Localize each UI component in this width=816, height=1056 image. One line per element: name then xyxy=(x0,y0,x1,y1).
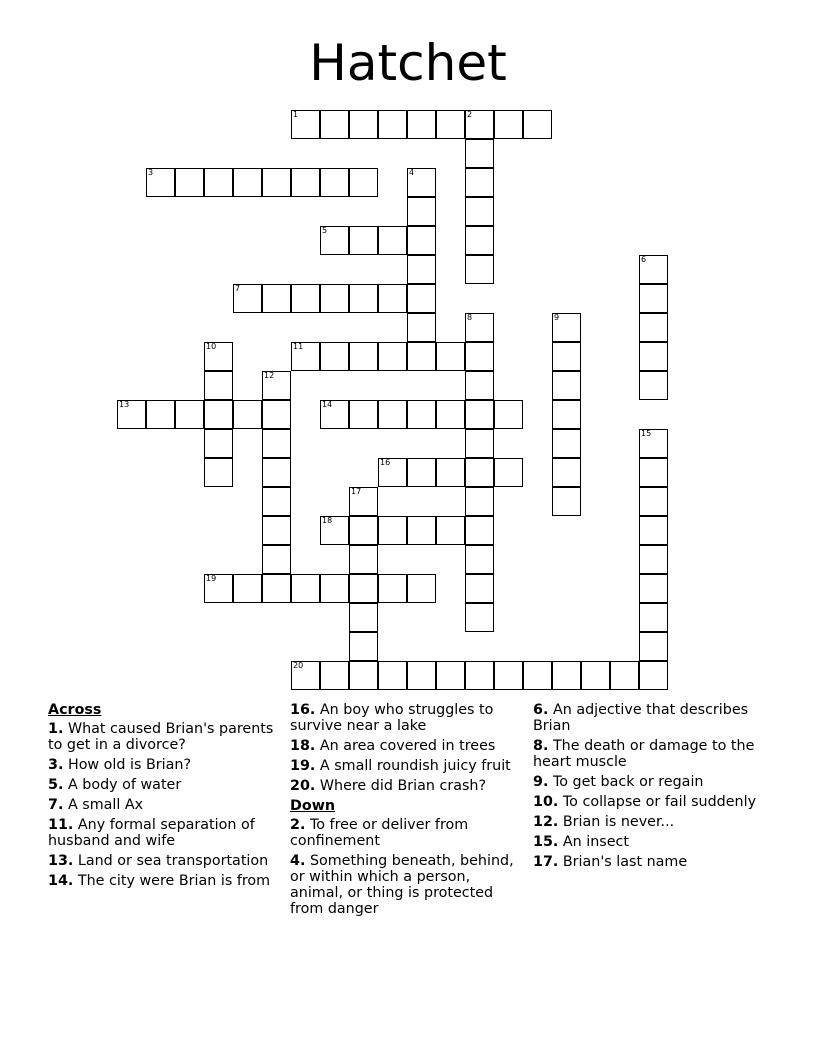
grid-cell[interactable] xyxy=(465,197,494,226)
cell-number: 15 xyxy=(641,429,652,438)
grid-cell[interactable] xyxy=(291,284,320,313)
across-clue xyxy=(290,738,520,754)
clue-number: 7. xyxy=(48,797,64,813)
clue-number: 16. xyxy=(290,702,316,718)
grid-cell[interactable] xyxy=(320,168,349,197)
grid-cell[interactable] xyxy=(378,284,407,313)
down-heading: Down xyxy=(290,798,336,814)
clue-number: 3. xyxy=(48,757,64,773)
clue-text: Any formal separation of husband and wife xyxy=(48,817,255,849)
grid-cell[interactable] xyxy=(494,661,523,690)
cell-number: 16 xyxy=(380,458,391,467)
grid-cell[interactable] xyxy=(349,342,378,371)
down-clue xyxy=(533,794,763,810)
grid-cell[interactable] xyxy=(407,342,436,371)
grid-cell[interactable] xyxy=(407,661,436,690)
grid-cell[interactable] xyxy=(494,400,523,429)
grid-cell[interactable] xyxy=(436,516,465,545)
grid-cell[interactable] xyxy=(204,371,233,400)
across-clue xyxy=(290,702,520,734)
grid-cell[interactable] xyxy=(465,400,494,429)
grid-cell[interactable] xyxy=(465,255,494,284)
cell-number: 7 xyxy=(235,284,241,293)
down-clue xyxy=(533,702,763,734)
clue-text: Where did Brian crash? xyxy=(319,778,487,794)
clue-number: 1. xyxy=(48,721,64,737)
grid-cell[interactable] xyxy=(465,516,494,545)
grid-cell[interactable] xyxy=(204,342,233,371)
grid-cell[interactable] xyxy=(639,574,668,603)
cell-number: 18 xyxy=(322,516,333,525)
grid-cell[interactable] xyxy=(465,545,494,574)
grid-cell[interactable] xyxy=(349,545,378,574)
grid-cell[interactable] xyxy=(320,110,349,139)
clue-number: 20. xyxy=(290,778,316,794)
clue-text: Brian's last name xyxy=(562,854,688,870)
grid-cell[interactable] xyxy=(465,574,494,603)
grid-cell[interactable] xyxy=(407,574,436,603)
clue-text: Land or sea transportation xyxy=(77,853,269,869)
grid-cell[interactable] xyxy=(378,574,407,603)
grid-cell[interactable] xyxy=(262,429,291,458)
grid-cell[interactable] xyxy=(552,313,581,342)
grid-cell[interactable] xyxy=(552,371,581,400)
down-clue xyxy=(533,814,763,830)
clue-number: 5. xyxy=(48,777,64,793)
grid-cell[interactable] xyxy=(291,342,320,371)
grid-cell[interactable] xyxy=(291,168,320,197)
grid-cell[interactable] xyxy=(407,197,436,226)
grid-cell[interactable] xyxy=(291,574,320,603)
grid-cell[interactable] xyxy=(639,313,668,342)
clue-number: 4. xyxy=(290,853,306,869)
grid-cell[interactable] xyxy=(262,545,291,574)
clue-text: An adjective that describes Brian xyxy=(533,702,749,734)
grid-cell[interactable] xyxy=(349,603,378,632)
clue-text: What caused Brian's parents to get in a divorce? xyxy=(48,721,274,753)
grid-cell[interactable] xyxy=(465,313,494,342)
grid-cell[interactable] xyxy=(349,487,378,516)
grid-cell[interactable] xyxy=(436,342,465,371)
clue-number: 18. xyxy=(290,738,316,754)
cell-number: 14 xyxy=(322,400,333,409)
grid-cell[interactable] xyxy=(465,110,494,139)
grid-cell[interactable] xyxy=(407,226,436,255)
grid-cell[interactable] xyxy=(407,168,436,197)
grid-cell[interactable] xyxy=(291,110,320,139)
across-clue xyxy=(48,777,278,793)
clue-text: To get back or regain xyxy=(552,774,704,790)
across-clue xyxy=(48,757,278,773)
grid-cell[interactable] xyxy=(291,661,320,690)
grid-cell[interactable] xyxy=(465,226,494,255)
cell-number: 8 xyxy=(467,313,473,322)
grid-cell[interactable] xyxy=(552,342,581,371)
grid-cell[interactable] xyxy=(639,371,668,400)
clue-number: 15. xyxy=(533,834,559,850)
grid-cell[interactable] xyxy=(175,168,204,197)
cell-number: 4 xyxy=(409,168,415,177)
across-clue xyxy=(48,721,278,753)
grid-cell[interactable] xyxy=(378,110,407,139)
clues-column-2 xyxy=(290,702,520,921)
grid-cell[interactable] xyxy=(233,168,262,197)
down-clue xyxy=(533,738,763,770)
grid-cell[interactable] xyxy=(552,429,581,458)
clue-number: 11. xyxy=(48,817,74,833)
grid-cell[interactable] xyxy=(639,255,668,284)
clue-number: 12. xyxy=(533,814,559,830)
clue-number: 6. xyxy=(533,702,549,718)
cell-number: 1 xyxy=(293,110,299,119)
grid-cell[interactable] xyxy=(262,284,291,313)
grid-cell[interactable] xyxy=(378,342,407,371)
grid-cell[interactable] xyxy=(494,110,523,139)
grid-cell[interactable] xyxy=(407,400,436,429)
grid-cell[interactable] xyxy=(320,284,349,313)
down-clue xyxy=(290,817,520,849)
grid-cell[interactable] xyxy=(407,110,436,139)
grid-cell[interactable] xyxy=(320,661,349,690)
grid-cell[interactable] xyxy=(407,458,436,487)
clue-number: 9. xyxy=(533,774,549,790)
grid-cell[interactable] xyxy=(639,516,668,545)
grid-cell[interactable] xyxy=(639,458,668,487)
clues-column-3 xyxy=(533,702,763,874)
cell-number: 2 xyxy=(467,110,473,119)
grid-cell[interactable] xyxy=(523,110,552,139)
cell-number: 19 xyxy=(206,574,217,583)
cell-number: 20 xyxy=(293,661,304,670)
clues-column-1 xyxy=(48,702,278,893)
grid-cell[interactable] xyxy=(465,342,494,371)
down-clue xyxy=(533,774,763,790)
grid-cell[interactable] xyxy=(465,458,494,487)
across-clue xyxy=(290,758,520,774)
grid-cell[interactable] xyxy=(146,168,175,197)
grid-cell[interactable] xyxy=(117,400,146,429)
grid-cell[interactable] xyxy=(262,458,291,487)
grid-cell[interactable] xyxy=(465,429,494,458)
grid-cell[interactable] xyxy=(349,226,378,255)
grid-cell[interactable] xyxy=(639,487,668,516)
cell-number: 5 xyxy=(322,226,328,235)
clue-text: An insect xyxy=(562,834,630,850)
clue-number: 10. xyxy=(533,794,559,810)
clue-text: The death or damage to the heart muscle xyxy=(533,738,755,770)
clue-number: 8. xyxy=(533,738,549,754)
across-heading: Across xyxy=(48,702,102,718)
grid-cell[interactable] xyxy=(378,458,407,487)
grid-cell[interactable] xyxy=(639,429,668,458)
grid-cell[interactable] xyxy=(610,661,639,690)
grid-cell[interactable] xyxy=(378,400,407,429)
grid-cell[interactable] xyxy=(552,661,581,690)
grid-cell[interactable] xyxy=(407,516,436,545)
grid-cell[interactable] xyxy=(204,400,233,429)
clue-number: 2. xyxy=(290,817,306,833)
grid-cell[interactable] xyxy=(639,545,668,574)
clue-number: 19. xyxy=(290,758,316,774)
clue-text: Brian is never... xyxy=(562,814,675,830)
cell-number: 17 xyxy=(351,487,362,496)
grid-cell[interactable] xyxy=(262,574,291,603)
cell-number: 9 xyxy=(554,313,560,322)
clue-text: Something beneath, behind, or within which a person, animal, or thing is protected from danger xyxy=(290,853,514,917)
grid-cell[interactable] xyxy=(204,458,233,487)
grid-cell[interactable] xyxy=(349,574,378,603)
grid-cell[interactable] xyxy=(581,661,610,690)
clue-text: A small Ax xyxy=(67,797,144,813)
grid-cell[interactable] xyxy=(175,400,204,429)
grid-cell[interactable] xyxy=(436,110,465,139)
grid-cell[interactable] xyxy=(349,284,378,313)
puzzle-title: Hatchet xyxy=(309,34,507,92)
grid-cell[interactable] xyxy=(349,110,378,139)
grid-cell[interactable] xyxy=(407,313,436,342)
grid-cell[interactable] xyxy=(465,487,494,516)
grid-cell[interactable] xyxy=(465,603,494,632)
clue-number: 14. xyxy=(48,873,74,889)
grid-cell[interactable] xyxy=(320,574,349,603)
grid-cell[interactable] xyxy=(349,661,378,690)
grid-cell[interactable] xyxy=(407,255,436,284)
grid-cell[interactable] xyxy=(436,661,465,690)
grid-cell[interactable] xyxy=(146,400,175,429)
grid-cell[interactable] xyxy=(262,516,291,545)
grid-cell[interactable] xyxy=(552,400,581,429)
clue-text: To free or deliver from confinement xyxy=(290,817,469,849)
grid-cell[interactable] xyxy=(262,400,291,429)
grid-cell[interactable] xyxy=(378,661,407,690)
grid-cell[interactable] xyxy=(349,632,378,661)
clue-text: An boy who struggles to survive near a lake xyxy=(290,702,494,734)
clue-number: 13. xyxy=(48,853,74,869)
grid-cell[interactable] xyxy=(378,226,407,255)
clue-text: To collapse or fail suddenly xyxy=(562,794,757,810)
grid-cell[interactable] xyxy=(233,574,262,603)
grid-cell[interactable] xyxy=(465,661,494,690)
grid-cell[interactable] xyxy=(262,487,291,516)
grid-cell[interactable] xyxy=(639,342,668,371)
grid-cell[interactable] xyxy=(233,284,262,313)
cell-number: 6 xyxy=(641,255,647,264)
grid-cell[interactable] xyxy=(523,661,552,690)
cell-number: 10 xyxy=(206,342,217,351)
grid-cell[interactable] xyxy=(233,400,262,429)
grid-cell[interactable] xyxy=(494,458,523,487)
clue-text: A body of water xyxy=(67,777,182,793)
across-clue xyxy=(290,778,520,794)
grid-cell[interactable] xyxy=(552,458,581,487)
grid-cell[interactable] xyxy=(552,487,581,516)
grid-cell[interactable] xyxy=(204,429,233,458)
grid-cell[interactable] xyxy=(320,342,349,371)
across-clue xyxy=(48,817,278,849)
cell-number: 11 xyxy=(293,342,304,351)
grid-cell[interactable] xyxy=(639,284,668,313)
grid-cell[interactable] xyxy=(349,168,378,197)
grid-cell[interactable] xyxy=(407,284,436,313)
down-clue xyxy=(290,853,520,917)
cell-number: 13 xyxy=(119,400,130,409)
grid-cell[interactable] xyxy=(320,400,349,429)
clue-text: An area covered in trees xyxy=(319,738,496,754)
grid-cell[interactable] xyxy=(465,371,494,400)
grid-cell[interactable] xyxy=(320,226,349,255)
grid-cell[interactable] xyxy=(262,371,291,400)
grid-cell[interactable] xyxy=(378,516,407,545)
across-clue xyxy=(48,797,278,813)
grid-cell[interactable] xyxy=(349,400,378,429)
grid-cell[interactable] xyxy=(204,574,233,603)
grid-cell[interactable] xyxy=(204,168,233,197)
grid-cell[interactable] xyxy=(320,516,349,545)
across-clue xyxy=(48,873,278,889)
grid-cell[interactable] xyxy=(465,139,494,168)
grid-cell[interactable] xyxy=(639,632,668,661)
clue-text: How old is Brian? xyxy=(67,757,192,773)
grid-cell[interactable] xyxy=(436,400,465,429)
grid-cell[interactable] xyxy=(639,661,668,690)
cell-number: 12 xyxy=(264,371,275,380)
clue-number: 17. xyxy=(533,854,559,870)
grid-cell[interactable] xyxy=(436,458,465,487)
grid-cell[interactable] xyxy=(465,168,494,197)
cell-number: 3 xyxy=(148,168,154,177)
grid-cell[interactable] xyxy=(262,168,291,197)
grid-cell[interactable] xyxy=(639,603,668,632)
down-clue xyxy=(533,834,763,850)
clue-text: The city were Brian is from xyxy=(77,873,271,889)
grid-cell[interactable] xyxy=(349,516,378,545)
clue-text: A small roundish juicy fruit xyxy=(319,758,511,774)
across-clue xyxy=(48,853,278,869)
down-clue xyxy=(533,854,763,870)
